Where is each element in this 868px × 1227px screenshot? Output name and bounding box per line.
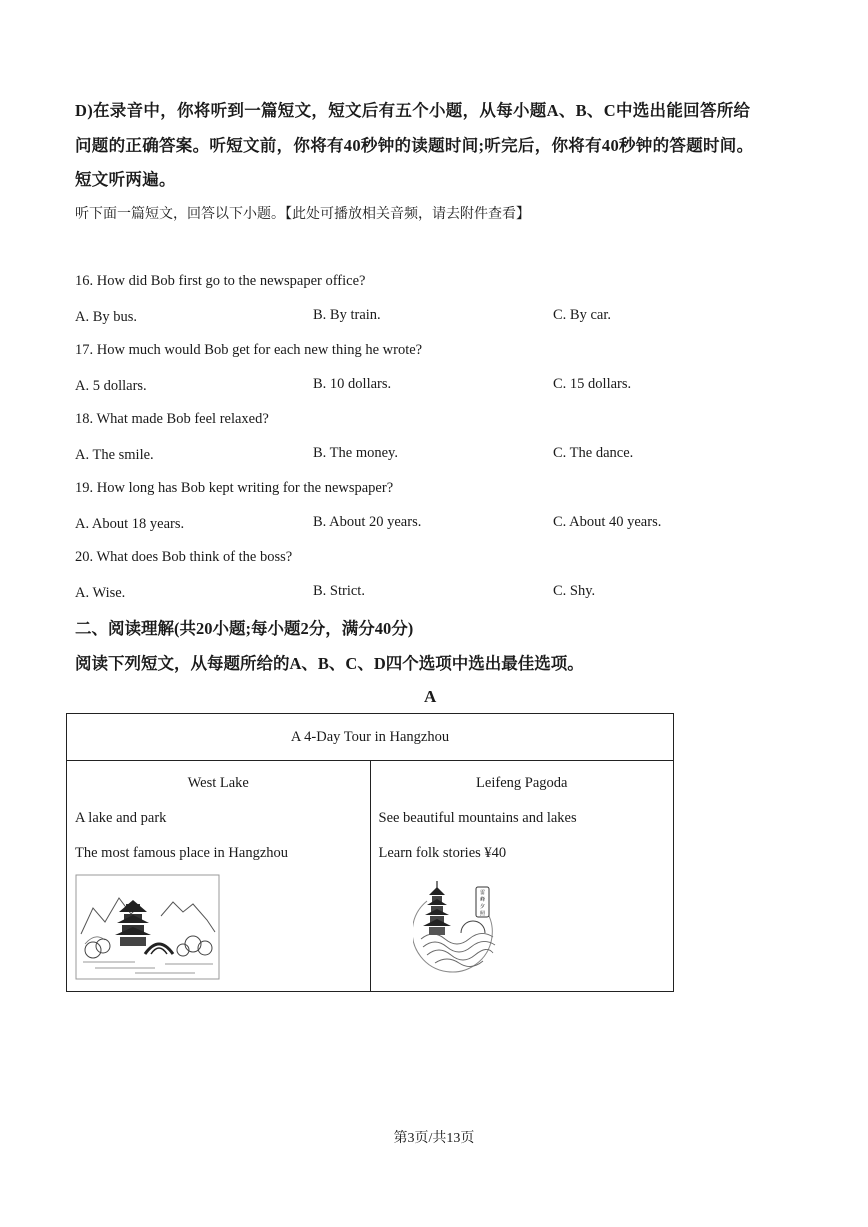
leifeng-pagoda-line-2: Learn folk stories ¥40 [378,845,507,861]
audio-note: 听下面一篇短文，回答以下小题。【此处可播放相关音频，请去附件查看】 [75,207,530,222]
question-16-stem: 16. How did Bob first go to the newspaper office? [75,273,366,289]
question-18-option-c: C. The dance. [553,445,634,461]
question-20-stem: 20. What does Bob think of the boss? [75,549,293,565]
tour-title: A 4-Day Tour in Hangzhou [67,714,674,761]
west-lake-illustration [75,874,220,980]
question-16-option-c: C. By car. [553,307,611,323]
question-17-option-c: C. 15 dollars. [553,376,632,392]
tour-table [66,713,674,992]
section-2-instruction: 阅读下列短文，从每题所给的A、B、C、D四个选项中选出最佳选项。 [75,654,584,673]
listening-instructions [75,94,815,198]
question-17-option-b: B. 10 dollars. [313,376,392,392]
question-20-option-c: C. Shy. [553,583,596,599]
question-19-stem: 19. How long has Bob kept writing for the newspaper? [75,480,394,496]
question-20-option-b: B. Strict. [313,583,365,599]
question-16-option-a: A. By bus. [75,309,138,325]
leifeng-pagoda-illustration [413,879,505,973]
question-18-option-a: A. The smile. [75,447,154,463]
question-19-option-a: A. About 18 years. [75,516,185,532]
instruction-line-1: D)在录音中，你将听到一篇短文，短文后有五个小题，从每小题A、B、C中选出能回答所给 [75,101,751,120]
question-17-stem: 17. How much would Bob get for each new thing he wrote? [75,342,423,358]
leifeng-pagoda-cell [370,761,674,992]
svg-text:照: 照 [479,911,485,917]
section-2-title: 二、阅读理解(共20小题;每小题2分，满分40分) [75,619,414,638]
question-20-option-a: A. Wise. [75,585,126,601]
seal-text: 雷 [479,890,485,896]
question-16-option-b: B. By train. [313,307,381,323]
question-19-option-b: B. About 20 years. [313,514,422,530]
west-lake-line-2: The most famous place in Hangzhou [75,845,289,861]
passage-label: A [424,687,437,706]
west-lake-cell [67,761,371,992]
page-number: 第3页/共13页 [393,1131,475,1146]
instruction-line-3: 短文听两遍。 [75,170,176,189]
question-17-option-a: A. 5 dollars. [75,378,147,394]
west-lake-name: West Lake [187,775,249,791]
question-19-option-c: C. About 40 years. [553,514,662,530]
svg-text:峰: 峰 [479,897,485,903]
leifeng-pagoda-line-1: See beautiful mountains and lakes [378,810,577,826]
question-18-stem: 18. What made Bob feel relaxed? [75,411,269,427]
instruction-line-2: 问题的正确答案。听短文前，你将有40秒钟的读题时间;听完后，你将有40秒钟的答题时间。 [75,135,754,155]
svg-text:夕: 夕 [479,904,485,910]
leifeng-pagoda-name: Leifeng Pagoda [476,775,568,791]
question-18-option-b: B. The money. [313,445,398,461]
west-lake-line-1: A lake and park [75,810,167,826]
